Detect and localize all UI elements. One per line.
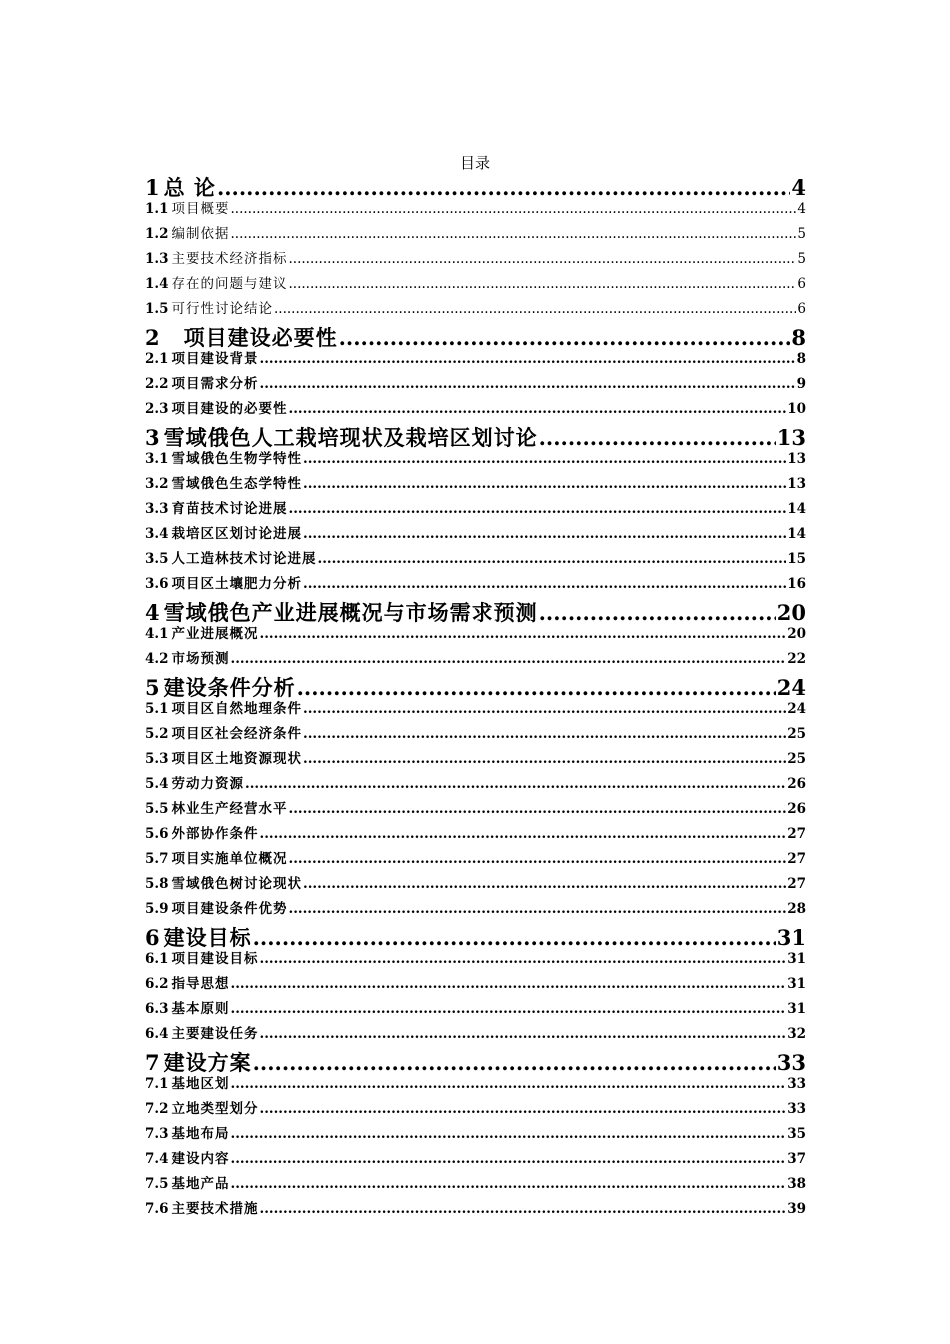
toc-entry-title: 市场预测 — [171, 651, 230, 667]
toc-entry-title: 雪域俄色人工栽培现状及栽培区划讨论 — [163, 425, 538, 450]
toc-entry-number: 1.3 — [145, 251, 169, 267]
toc-page-number: 33 — [776, 1050, 806, 1075]
toc-entry-title: 指导思想 — [171, 976, 230, 992]
toc-section-entry[interactable] — [145, 272, 806, 297]
toc-dot-leader — [260, 826, 787, 842]
toc-page-number: 35 — [787, 1126, 806, 1142]
toc-page-number: 31 — [787, 976, 806, 992]
toc-dot-leader — [289, 851, 787, 867]
toc-dot-leader — [303, 701, 786, 717]
toc-entry-number: 3 — [145, 425, 160, 450]
toc-dot-leader — [260, 376, 796, 392]
toc-page-number: 27 — [787, 851, 806, 867]
toc-chapter-entry[interactable] — [145, 322, 806, 350]
toc-dot-leader — [231, 1151, 787, 1167]
toc-entry-number: 2.3 — [145, 401, 169, 417]
toc-entry-number: 7.1 — [145, 1076, 169, 1092]
toc-section-entry[interactable] — [145, 1147, 806, 1172]
toc-dot-leader — [253, 925, 776, 950]
toc-section-entry[interactable] — [145, 1122, 806, 1147]
toc-entry-title: 项目建设条件优势 — [171, 901, 288, 917]
toc-dot-leader — [260, 1201, 787, 1217]
toc-entry-number: 1.1 — [145, 201, 169, 217]
toc-entry-number: 2 — [145, 325, 160, 350]
toc-entry-number: 7.2 — [145, 1101, 169, 1117]
toc-section-entry[interactable] — [145, 872, 806, 897]
toc-entry-title: 建设目标 — [163, 925, 252, 950]
toc-page-number: 8 — [796, 351, 806, 367]
toc-dot-leader — [289, 276, 797, 292]
toc-entry-title: 建设内容 — [171, 1151, 230, 1167]
toc-entry-number: 5.6 — [145, 826, 169, 842]
toc-dot-leader — [303, 526, 786, 542]
toc-page-number: 10 — [787, 401, 806, 417]
toc-entry-number: 1.4 — [145, 276, 169, 292]
toc-dot-leader — [231, 976, 787, 992]
toc-entry-title: 雪域俄色生物学特性 — [171, 451, 302, 467]
table-of-contents — [145, 172, 806, 1222]
toc-page-number: 6 — [797, 276, 806, 292]
toc-dot-leader — [539, 600, 776, 625]
toc-section-entry[interactable] — [145, 622, 806, 647]
toc-page-number: 4 — [797, 201, 806, 217]
toc-entry-number: 6 — [145, 925, 160, 950]
toc-entry-number: 5.9 — [145, 901, 169, 917]
toc-dot-leader — [339, 325, 791, 350]
toc-entry-number: 5 — [145, 675, 160, 700]
toc-entry-title: 基地产品 — [171, 1176, 230, 1192]
toc-chapter-entry[interactable] — [145, 172, 806, 200]
toc-chapter-entry[interactable] — [145, 922, 806, 950]
toc-dot-leader — [303, 726, 786, 742]
toc-entry-number: 3.1 — [145, 451, 169, 467]
toc-page-number: 37 — [787, 1151, 806, 1167]
toc-page-number: 31 — [787, 951, 806, 967]
toc-entry-number: 3.3 — [145, 501, 169, 517]
toc-section-entry[interactable] — [145, 547, 806, 572]
toc-entry-title: 产业进展概况 — [171, 626, 259, 642]
toc-entry-title: 立地类型划分 — [171, 1101, 259, 1117]
toc-entry-number: 7.6 — [145, 1201, 169, 1217]
toc-entry-title: 雪域俄色生态学特性 — [171, 476, 302, 492]
toc-dot-leader — [217, 175, 790, 200]
toc-section-entry[interactable] — [145, 997, 806, 1022]
toc-chapter-entry[interactable] — [145, 672, 806, 700]
toc-section-entry[interactable] — [145, 447, 806, 472]
toc-entry-number: 3.5 — [145, 551, 169, 567]
toc-entry-number: 3.2 — [145, 476, 169, 492]
toc-page-number: 27 — [787, 876, 806, 892]
toc-page-number: 9 — [796, 376, 806, 392]
toc-dot-leader — [289, 801, 787, 817]
toc-section-entry[interactable] — [145, 1022, 806, 1047]
toc-page-number: 33 — [787, 1076, 806, 1092]
toc-entry-title: 基地区划 — [171, 1076, 230, 1092]
toc-entry-title: 建设条件分析 — [163, 675, 296, 700]
toc-entry-number: 6.2 — [145, 976, 169, 992]
toc-dot-leader — [253, 1050, 776, 1075]
toc-page-number: 33 — [787, 1101, 806, 1117]
toc-entry-title: 项目区土壤肥力分析 — [171, 576, 302, 592]
toc-page-number: 31 — [776, 925, 806, 950]
toc-dot-leader — [231, 1176, 787, 1192]
toc-entry-number: 4.1 — [145, 626, 169, 642]
toc-page-number: 13 — [776, 425, 806, 450]
toc-entry-number: 7.4 — [145, 1151, 169, 1167]
toc-dot-leader — [303, 476, 786, 492]
toc-entry-number: 5.4 — [145, 776, 169, 792]
toc-entry-number: 7 — [145, 1050, 160, 1075]
toc-chapter-entry[interactable] — [145, 597, 806, 625]
toc-dot-leader — [231, 1126, 787, 1142]
toc-entry-title: 劳动力资源 — [171, 776, 244, 792]
toc-section-entry[interactable] — [145, 1172, 806, 1197]
toc-section-entry[interactable] — [145, 747, 806, 772]
toc-page-number: 6 — [797, 301, 806, 317]
toc-entry-number: 6.3 — [145, 1001, 169, 1017]
toc-entry-title: 项目区社会经济条件 — [171, 726, 302, 742]
toc-entry-title: 外部协作条件 — [171, 826, 259, 842]
toc-page-number: 28 — [787, 901, 806, 917]
toc-section-entry[interactable] — [145, 222, 806, 247]
toc-page-number: 5 — [797, 226, 806, 242]
toc-page-number: 24 — [787, 701, 806, 717]
toc-entry-number: 5.7 — [145, 851, 169, 867]
toc-page-number: 16 — [787, 576, 806, 592]
toc-entry-title: 项目建设的必要性 — [171, 401, 288, 417]
toc-entry-title: 可行性讨论结论 — [171, 301, 273, 317]
toc-page-number: 15 — [787, 551, 806, 567]
toc-section-entry[interactable] — [145, 772, 806, 797]
toc-page-number: 25 — [787, 751, 806, 767]
toc-entry-number: 1 — [145, 175, 160, 200]
toc-entry-number: 5.1 — [145, 701, 169, 717]
toc-dot-leader — [231, 1001, 787, 1017]
toc-page-number: 38 — [787, 1176, 806, 1192]
toc-entry-title: 项目建设背景 — [171, 351, 259, 367]
toc-dot-leader — [289, 901, 787, 917]
toc-dot-leader — [231, 1076, 787, 1092]
toc-chapter-entry[interactable] — [145, 422, 806, 450]
toc-section-entry[interactable] — [145, 1072, 806, 1097]
toc-entry-title: 林业生产经营水平 — [171, 801, 288, 817]
toc-page-number: 14 — [787, 526, 806, 542]
toc-page-number: 5 — [797, 251, 806, 267]
toc-dot-leader — [260, 351, 796, 367]
toc-page-number: 26 — [787, 776, 806, 792]
toc-dot-leader — [289, 401, 787, 417]
toc-dot-leader — [289, 251, 797, 267]
toc-section-entry[interactable] — [145, 297, 806, 322]
toc-page-number: 22 — [787, 651, 806, 667]
toc-section-entry[interactable] — [145, 1097, 806, 1122]
toc-section-entry[interactable] — [145, 472, 806, 497]
toc-page-number: 24 — [776, 675, 806, 700]
toc-page-number: 14 — [787, 501, 806, 517]
toc-entry-number: 2.2 — [145, 376, 169, 392]
toc-entry-title: 项目实施单位概况 — [171, 851, 288, 867]
toc-entry-number: 7.3 — [145, 1126, 169, 1142]
toc-section-entry[interactable] — [145, 822, 806, 847]
toc-entry-number: 6.1 — [145, 951, 169, 967]
toc-section-entry[interactable] — [145, 497, 806, 522]
toc-page-number: 8 — [791, 325, 806, 350]
toc-dot-leader — [260, 1101, 787, 1117]
toc-entry-number: 5.2 — [145, 726, 169, 742]
toc-dot-leader — [303, 876, 786, 892]
toc-section-entry[interactable] — [145, 1197, 806, 1222]
toc-dot-leader — [303, 751, 786, 767]
toc-dot-leader — [303, 451, 786, 467]
toc-entry-number: 4.2 — [145, 651, 169, 667]
toc-entry-title: 编制依据 — [171, 226, 230, 242]
toc-page-number: 4 — [791, 175, 806, 200]
toc-entry-title: 基地布局 — [171, 1126, 230, 1142]
toc-entry-number: 5.3 — [145, 751, 169, 767]
toc-entry-title: 栽培区区划讨论进展 — [171, 526, 302, 542]
toc-entry-number: 3.4 — [145, 526, 169, 542]
toc-entry-number: 1.5 — [145, 301, 169, 317]
toc-dot-leader — [260, 951, 787, 967]
toc-entry-number: 5.5 — [145, 801, 169, 817]
toc-entry-title: 主要建设任务 — [171, 1026, 259, 1042]
toc-entry-number: 6.4 — [145, 1026, 169, 1042]
toc-entry-title: 项目建设必要性 — [183, 325, 338, 350]
toc-chapter-entry[interactable] — [145, 1047, 806, 1075]
toc-entry-title: 基本原则 — [171, 1001, 230, 1017]
toc-dot-leader — [260, 626, 787, 642]
toc-section-entry[interactable] — [145, 372, 806, 397]
toc-page-number: 13 — [787, 476, 806, 492]
toc-section-entry[interactable] — [145, 347, 806, 372]
toc-entry-title: 育苗技术讨论进展 — [171, 501, 288, 517]
toc-page-number: 31 — [787, 1001, 806, 1017]
toc-section-entry[interactable] — [145, 972, 806, 997]
toc-entry-number: 2.1 — [145, 351, 169, 367]
toc-section-entry[interactable] — [145, 397, 806, 422]
toc-entry-title: 主要技术经济指标 — [171, 251, 288, 267]
toc-section-entry[interactable] — [145, 897, 806, 922]
toc-dot-leader — [231, 651, 787, 667]
toc-section-entry[interactable] — [145, 797, 806, 822]
toc-page-number: 26 — [787, 801, 806, 817]
toc-dot-leader — [231, 226, 797, 242]
toc-entry-number: 3.6 — [145, 576, 169, 592]
toc-section-entry[interactable] — [145, 947, 806, 972]
toc-dot-leader — [274, 301, 796, 317]
toc-section-entry[interactable] — [145, 647, 806, 672]
toc-entry-number: 4 — [145, 600, 160, 625]
toc-dot-leader — [231, 201, 797, 217]
toc-page-number: 20 — [776, 600, 806, 625]
toc-entry-title: 人工造林技术讨论进展 — [171, 551, 317, 567]
toc-section-entry[interactable] — [145, 247, 806, 272]
toc-heading: 目录 — [459, 154, 490, 172]
toc-dot-leader — [245, 776, 786, 792]
toc-entry-title: 总 论 — [163, 175, 216, 200]
toc-dot-leader — [297, 675, 776, 700]
toc-page-number: 13 — [787, 451, 806, 467]
toc-page-number: 27 — [787, 826, 806, 842]
toc-page-number: 25 — [787, 726, 806, 742]
toc-entry-title: 项目区土地资源现状 — [171, 751, 302, 767]
toc-dot-leader — [318, 551, 787, 567]
toc-dot-leader — [539, 425, 776, 450]
toc-entry-title: 项目概要 — [171, 201, 230, 217]
toc-section-entry[interactable] — [145, 572, 806, 597]
toc-entry-title: 雪域俄色树讨论现状 — [171, 876, 302, 892]
toc-entry-title: 雪域俄色产业进展概况与市场需求预测 — [163, 600, 538, 625]
toc-entry-title: 项目需求分析 — [171, 376, 259, 392]
toc-page-number: 39 — [787, 1201, 806, 1217]
toc-page-number: 32 — [787, 1026, 806, 1042]
toc-entry-title: 建设方案 — [163, 1050, 252, 1075]
toc-dot-leader — [303, 576, 786, 592]
toc-section-entry[interactable] — [145, 522, 806, 547]
toc-section-entry[interactable] — [145, 697, 806, 722]
toc-section-entry[interactable] — [145, 847, 806, 872]
toc-entry-title: 存在的问题与建议 — [171, 276, 288, 292]
toc-entry-number: 7.5 — [145, 1176, 169, 1192]
toc-dot-leader — [260, 1026, 787, 1042]
toc-entry-title: 项目建设目标 — [171, 951, 259, 967]
toc-page-number: 20 — [787, 626, 806, 642]
toc-section-entry[interactable] — [145, 722, 806, 747]
toc-entry-title: 项目区自然地理条件 — [171, 701, 302, 717]
toc-dot-leader — [289, 501, 787, 517]
toc-entry-number: 5.8 — [145, 876, 169, 892]
toc-section-entry[interactable] — [145, 197, 806, 222]
toc-entry-title: 主要技术措施 — [171, 1201, 259, 1217]
toc-entry-number: 1.2 — [145, 226, 169, 242]
